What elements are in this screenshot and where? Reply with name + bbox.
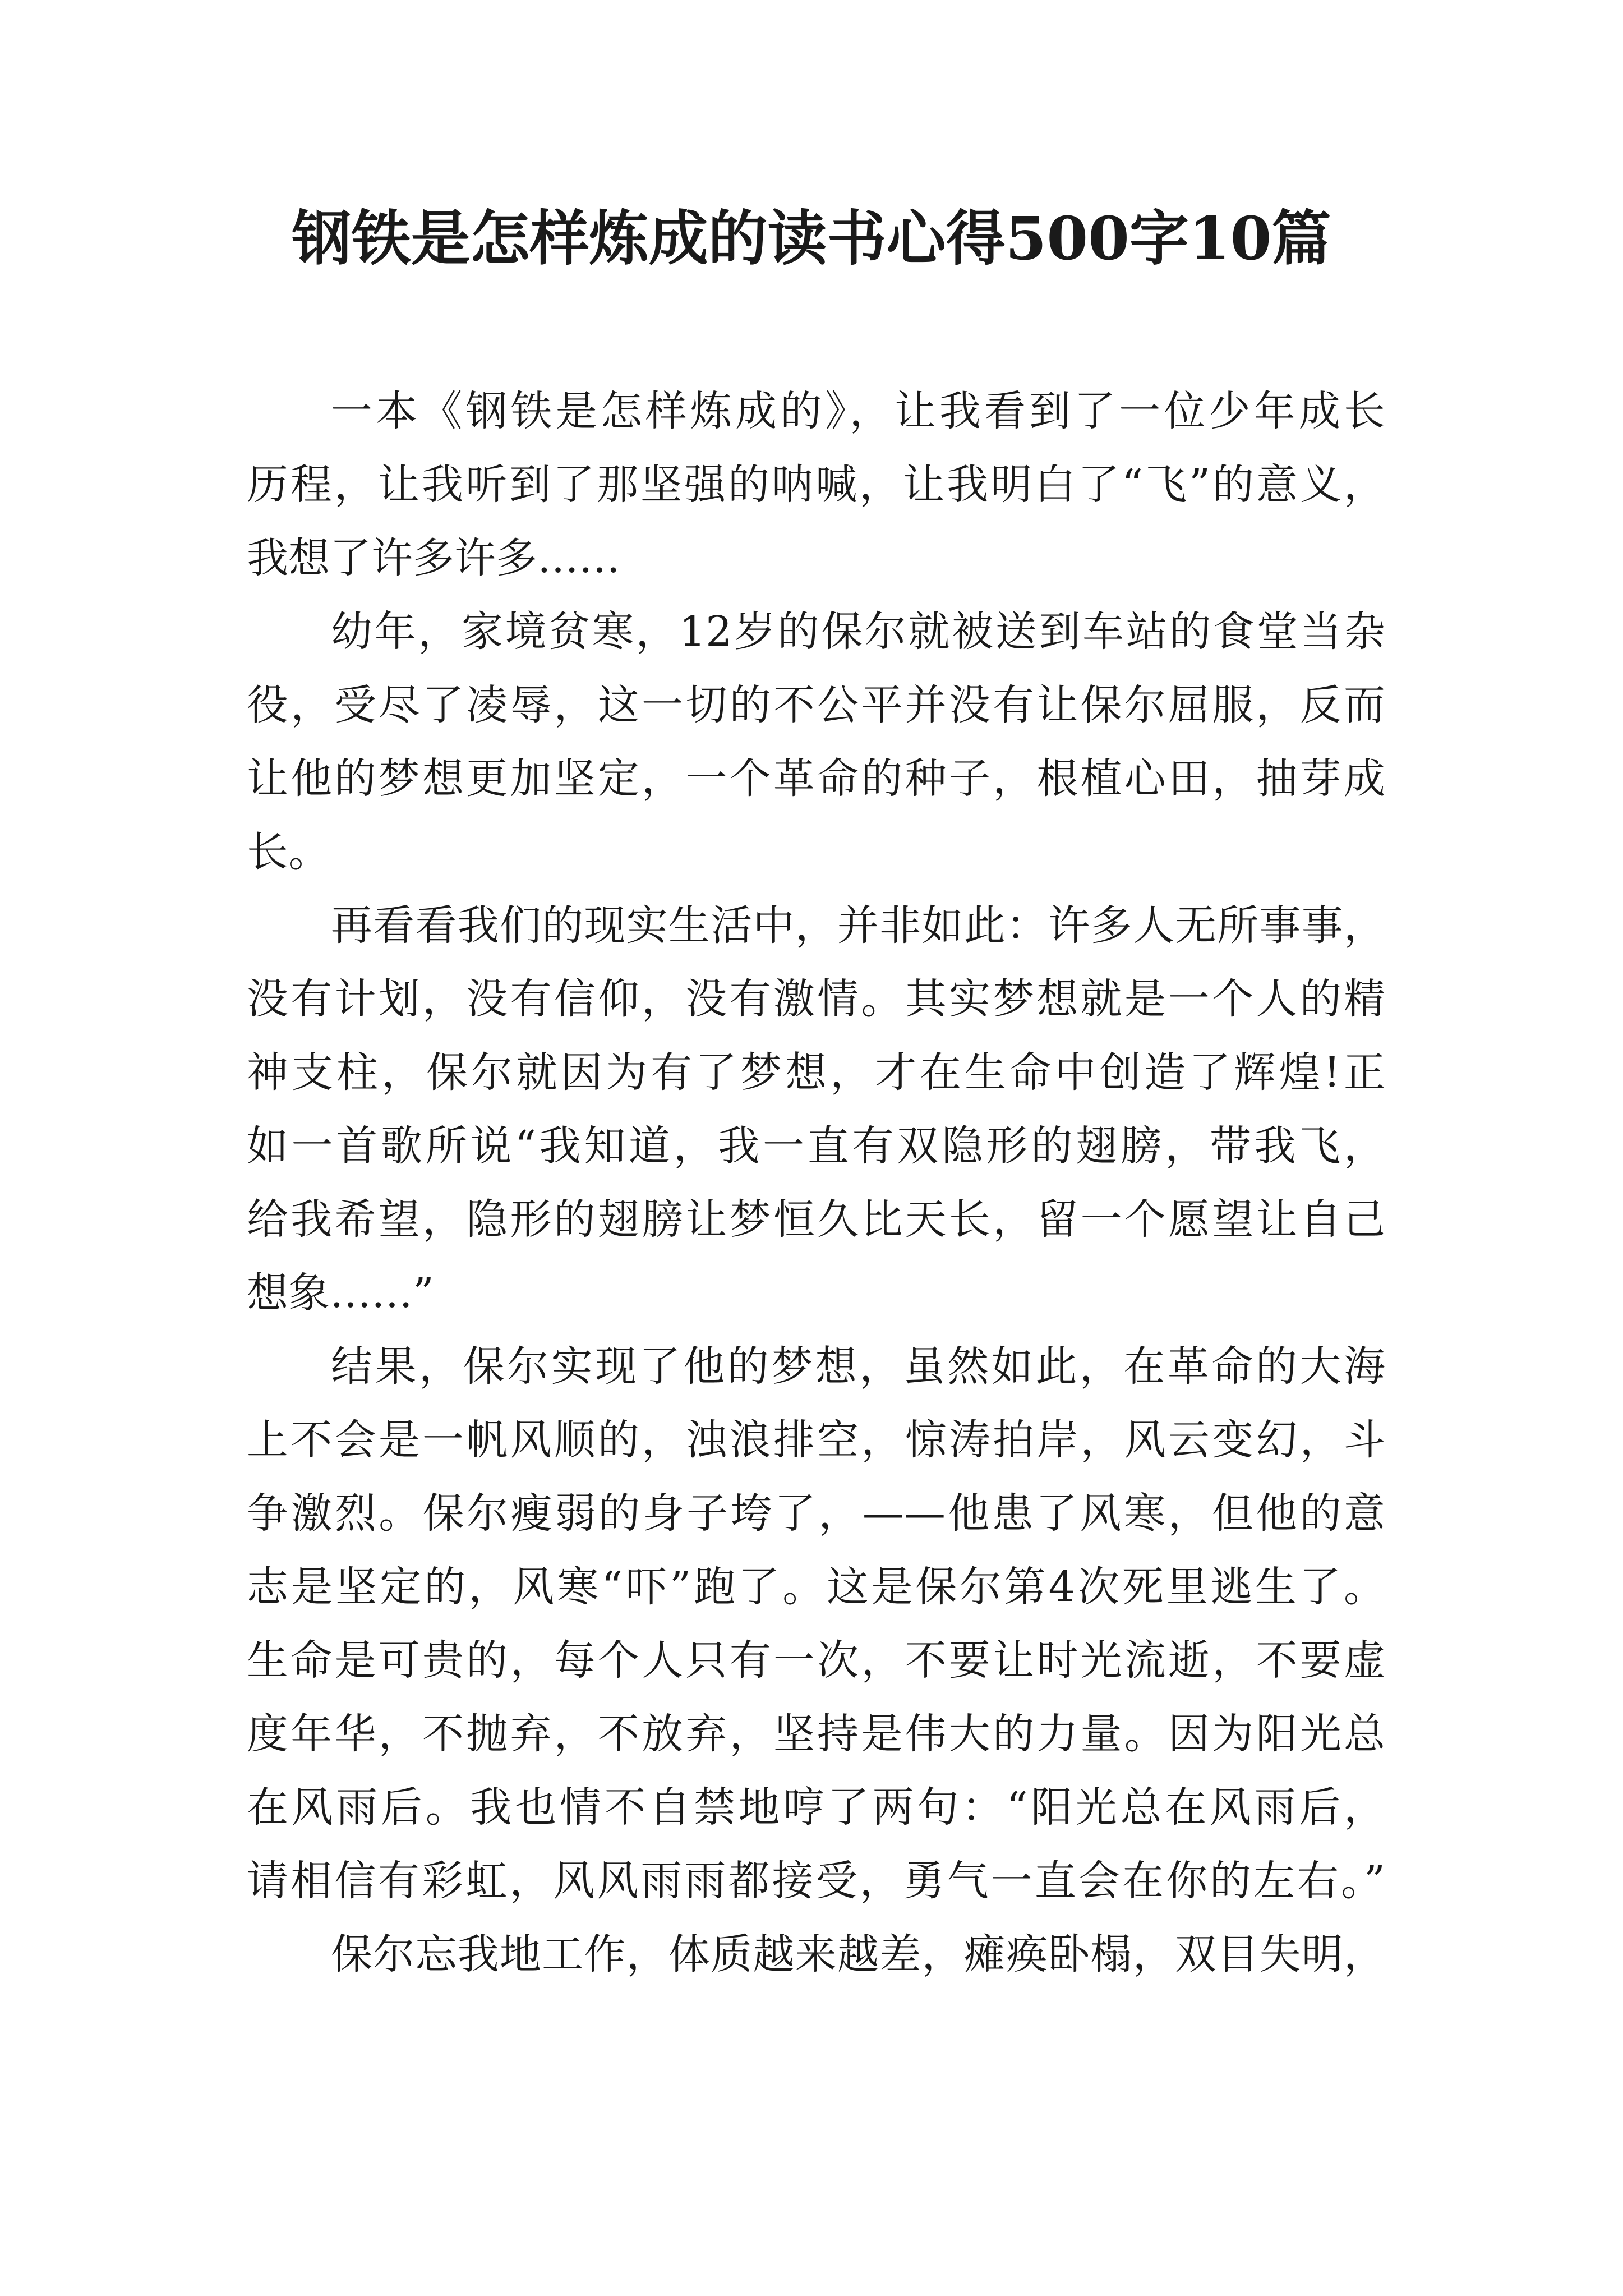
text-line: 志是坚定的，风寒“吓”跑了。这是保尔第4次死里逃生了。 bbox=[247, 1563, 1385, 1611]
document-title: 钢铁是怎样炼成的读书心得500字10篇 bbox=[292, 203, 1331, 273]
text-line: 再看看我们的现实生活中，并非如此：许多人无所事事， bbox=[331, 901, 1385, 950]
text-line: 结果，保尔实现了他的梦想，虽然如此，在革命的大海 bbox=[331, 1342, 1385, 1391]
text-line: 一本《钢铁是怎样炼成的》，让我看到了一位少年成长 bbox=[331, 387, 1385, 435]
text-line: 想象……” bbox=[247, 1269, 434, 1317]
text-line: 如一首歌所说“我知道，我一直有双隐形的翅膀，带我飞， bbox=[247, 1122, 1385, 1170]
text-line: 历程，让我听到了那坚强的呐喊，让我明白了“飞”的意义， bbox=[247, 461, 1385, 509]
text-line: 幼年，家境贫寒，12岁的保尔就被送到车站的食堂当杂 bbox=[331, 608, 1385, 656]
text-line: 让他的梦想更加坚定，一个革命的种子，根植心田，抽芽成 bbox=[247, 754, 1385, 803]
text-line: 没有计划，没有信仰，没有激情。其实梦想就是一个人的精 bbox=[247, 975, 1385, 1023]
text-line: 役，受尽了凌辱，这一切的不公平并没有让保尔屈服，反而 bbox=[247, 681, 1385, 729]
text-line: 在风雨后。我也情不自禁地哼了两句：“阳光总在风雨后， bbox=[247, 1783, 1385, 1832]
text-line: 上不会是一帆风顺的，浊浪排空，惊涛拍岸，风云变幻，斗 bbox=[247, 1416, 1385, 1464]
text-line: 请相信有彩虹，风风雨雨都接受，勇气一直会在你的左右。” bbox=[247, 1857, 1385, 1905]
text-line: 生命是可贵的，每个人只有一次，不要让时光流逝，不要虚 bbox=[247, 1636, 1385, 1685]
text-line: 给我希望，隐形的翅膀让梦恒久比天长，留一个愿望让自己 bbox=[247, 1195, 1385, 1244]
text-line: 我想了许多许多…… bbox=[247, 534, 620, 582]
text-line: 争激烈。保尔瘦弱的身子垮了，——他患了风寒，但他的意 bbox=[247, 1489, 1385, 1538]
text-line: 保尔忘我地工作，体质越来越差，瘫痪卧榻，双目失明， bbox=[331, 1930, 1385, 1978]
text-line: 长。 bbox=[247, 828, 330, 876]
document-body bbox=[247, 375, 1385, 1991]
text-line: 神支柱，保尔就因为有了梦想，才在生命中创造了辉煌!正 bbox=[247, 1048, 1385, 1097]
text-line: 度年华，不抛弃，不放弃，坚持是伟大的力量。因为阳光总 bbox=[247, 1710, 1385, 1758]
